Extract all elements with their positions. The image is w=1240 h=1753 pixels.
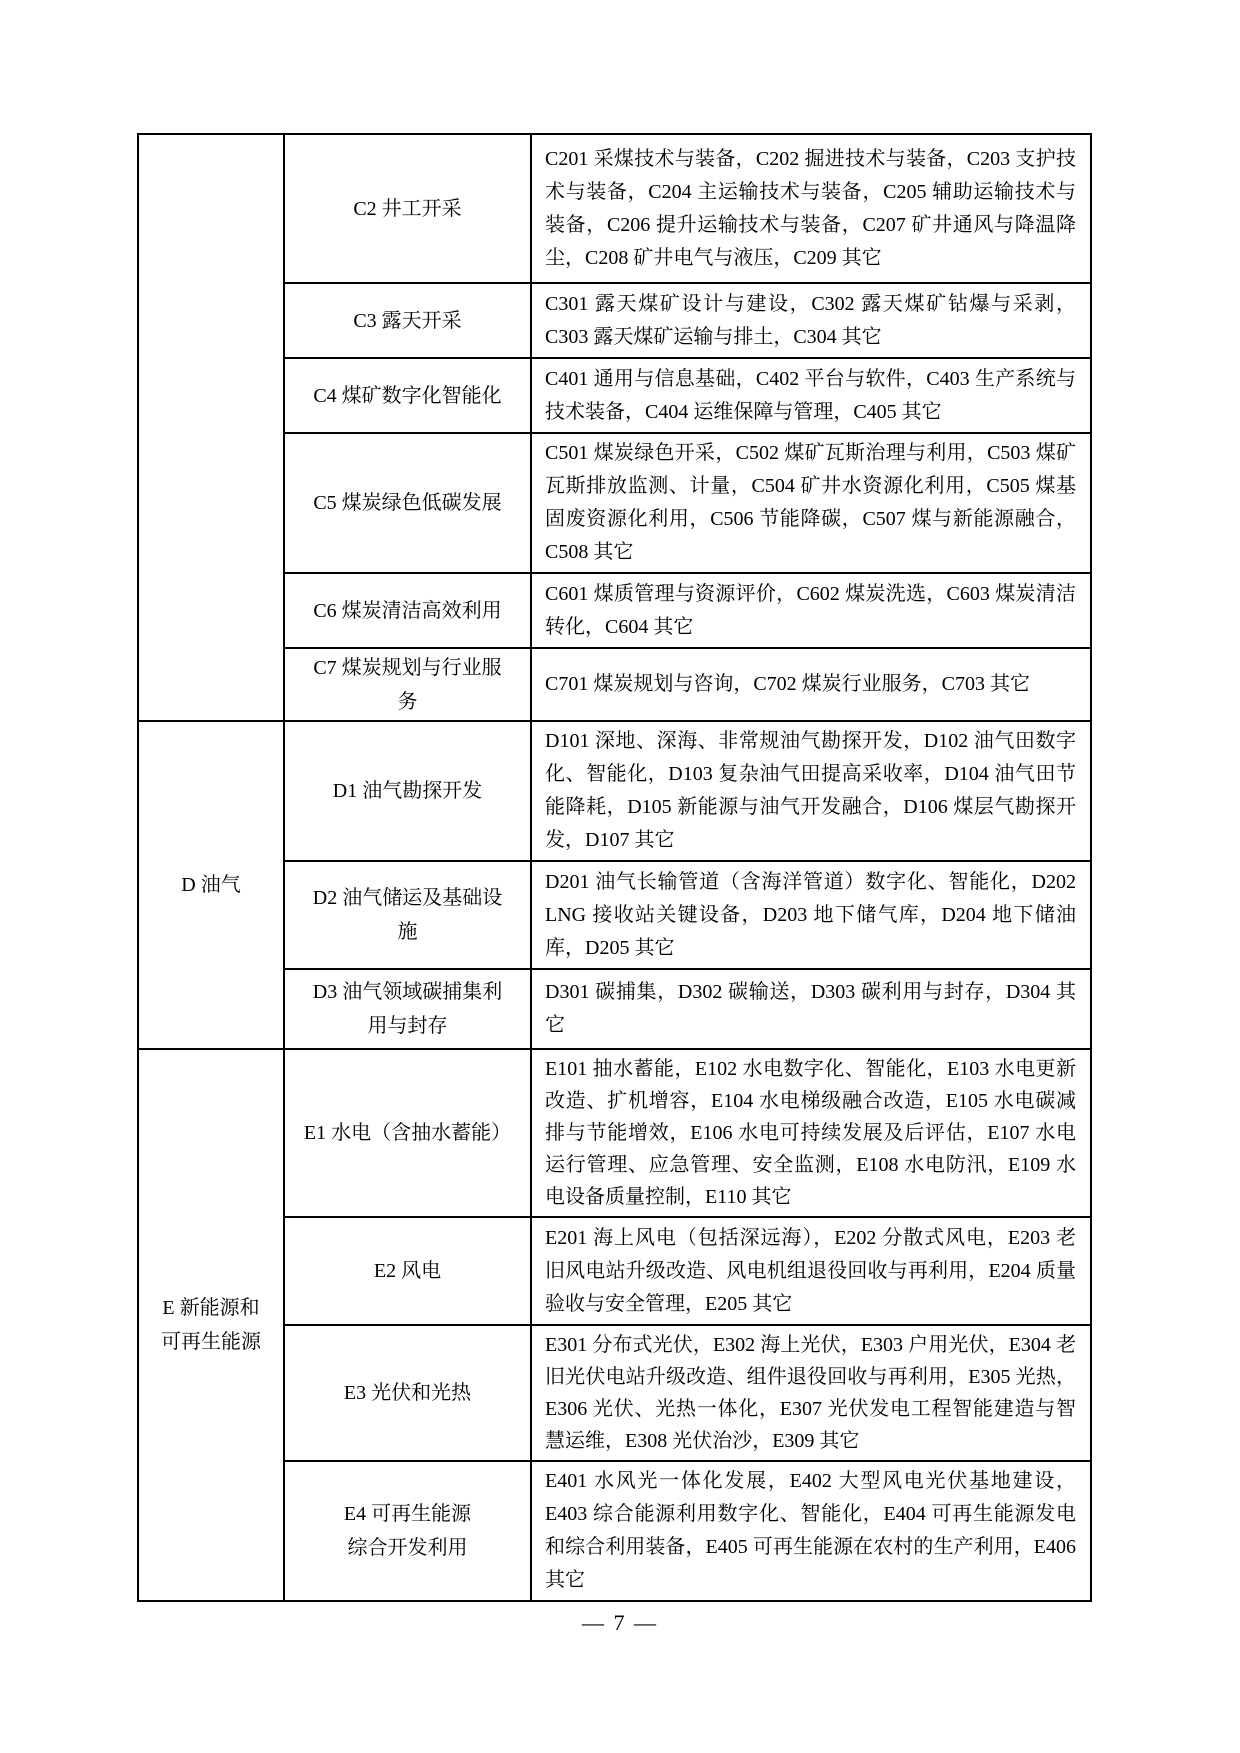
items-text: C201 采煤技术与装备，C202 掘进技术与装备，C203 支护技术与装备，C204 主运输技术与装备，C205 辅助运输技术与装备，C206 提升运输技术与装备，C207 矿井通风与降温降尘，C208 矿井电气与液压，C209 其它 <box>545 147 1076 269</box>
items-text: D101 深地、深海、非常规油气勘探开发，D102 油气田数字化、智能化，D103 复杂油气田提高采收率，D104 油气田节能降耗，D105 新能源与油气开发融合，D106 煤层气勘探开发，D107 其它 <box>545 730 1076 851</box>
items-cell-d3 <box>531 969 1091 1049</box>
classification-table <box>137 133 1092 1602</box>
section-label-cell-e <box>138 1049 284 1601</box>
subcategory-cell-d2 <box>284 861 531 969</box>
items-text: C501 煤炭绿色开采，C502 煤矿瓦斯治理与利用，C503 煤矿瓦斯排放监测、计量，C504 矿井水资源化利用，C505 煤基固废资源化利用，C506 节能降碳，C507 煤与新能源融合，C508 其它 <box>545 442 1076 563</box>
subcategory-label: D3 油气领域碳捕集利 <box>312 981 503 1003</box>
items-cell-c2 <box>531 134 1091 283</box>
items-text: C701 煤炭规划与咨询，C702 煤炭行业服务，C703 其它 <box>545 673 1031 695</box>
subcategory-cell-e3 <box>284 1325 531 1461</box>
items-text: C401 通用与信息基础，C402 平台与软件，C403 生产系统与技术装备，C404 运维保障与管理，C405 其它 <box>545 367 1076 423</box>
section-label: E 新能源和 <box>162 1297 260 1319</box>
subcategory-label: C5 煤炭绿色低碳发展 <box>313 492 502 514</box>
page-number: — 7 — <box>582 1610 658 1635</box>
items-cell-e2 <box>531 1217 1091 1325</box>
section-label: 可再生能源 <box>161 1331 261 1353</box>
table-row-e1 <box>138 1049 1091 1217</box>
subcategory-label: 务 <box>397 690 418 713</box>
items-text: D201 油气长输管道（含海洋管道）数字化、智能化，D202 LNG 接收站关键设备，D203 地下储气库，D204 地下储油库，D205 其它 <box>545 870 1076 959</box>
items-cell-c4 <box>531 358 1091 433</box>
items-text: C301 露天煤矿设计与建设，C302 露天煤矿钻爆与采剥，C303 露天煤矿运输与排土，C304 其它 <box>545 292 1076 348</box>
items-text: E101 抽水蓄能，E102 水电数字化、智能化，E103 水电更新改造、扩机增容，E104 水电梯级融合改造，E105 水电碳减排与节能增效，E106 水电可持续发展及后评估，E107 水电运行管理、应急管理、安全监测，E108 水电防汛，E109 水电设备质量控制，E110 其它 <box>545 1058 1076 1208</box>
items-text: C601 煤质管理与资源评价，C602 煤炭洗选，C603 煤炭清洁转化，C604 其它 <box>545 582 1076 638</box>
subcategory-label: E2 风电 <box>373 1260 442 1282</box>
items-cell-e3 <box>531 1325 1091 1461</box>
subcategory-cell-c7 <box>284 648 531 721</box>
subcategory-cell-c3 <box>284 283 531 358</box>
subcategory-label: D1 油气勘探开发 <box>332 780 483 802</box>
section-label: D 油气 <box>181 874 241 896</box>
items-text: E201 海上风电（包括深远海），E202 分散式风电，E203 老旧风电站升级改造、风电机组退役回收与再利用，E204 质量验收与安全管理，E205 其它 <box>545 1226 1076 1315</box>
section-label-cell-c <box>138 134 284 721</box>
subcategory-label: E3 光伏和光热 <box>343 1382 472 1404</box>
subcategory-cell-e4 <box>284 1461 531 1601</box>
subcategory-label: 用与封存 <box>367 1015 448 1037</box>
items-cell-e4 <box>531 1461 1091 1601</box>
subcategory-label: E1 水电（含抽水蓄能） <box>303 1122 512 1144</box>
subcategory-cell-e2 <box>284 1217 531 1325</box>
subcategory-label: D2 油气储运及基础设 <box>312 887 503 909</box>
subcategory-cell-c2 <box>284 134 531 283</box>
subcategory-label: 综合开发利用 <box>347 1537 468 1559</box>
items-text: D301 碳捕集，D302 碳输送，D303 碳利用与封存，D304 其它 <box>545 981 1076 1036</box>
subcategory-cell-c5 <box>284 433 531 573</box>
items-cell-d2 <box>531 861 1091 969</box>
subcategory-cell-d3 <box>284 969 531 1049</box>
subcategory-cell-c6 <box>284 573 531 648</box>
subcategory-label: C3 露天开采 <box>353 309 462 332</box>
subcategory-cell-e1 <box>284 1049 531 1217</box>
items-cell-c5 <box>531 433 1091 573</box>
subcategory-label: C2 井工开采 <box>353 197 462 220</box>
subcategory-label: C4 煤矿数字化智能化 <box>313 384 502 407</box>
items-text: E301 分布式光伏，E302 海上光伏，E303 户用光伏，E304 老旧光伏电站升级改造、组件退役回收与再利用，E305 光热，E306 光伏、光热一体化，E307 光伏发电工程智能建造与智慧运维，E308 光伏治沙，E309 其它 <box>545 1334 1076 1452</box>
items-cell-e1 <box>531 1049 1091 1217</box>
section-label-cell-d <box>138 721 284 1049</box>
table-row-d1 <box>138 721 1091 861</box>
table-row-c2 <box>138 134 1091 283</box>
items-cell-c7 <box>531 648 1091 721</box>
items-cell-c3 <box>531 283 1091 358</box>
items-cell-c6 <box>531 573 1091 648</box>
subcategory-label: 施 <box>397 921 418 943</box>
subcategory-cell-d1 <box>284 721 531 861</box>
subcategory-label: C7 煤炭规划与行业服 <box>313 656 502 679</box>
subcategory-label: C6 煤炭清洁高效利用 <box>313 599 502 622</box>
subcategory-cell-c4 <box>284 358 531 433</box>
subcategory-label: E4 可再生能源 <box>343 1503 472 1525</box>
items-cell-d1 <box>531 721 1091 861</box>
items-text: E401 水风光一体化发展，E402 大型风电光伏基地建设，E403 综合能源利用数字化、智能化，E404 可再生能源发电和综合利用装备，E405 可再生能源在农村的生产利用，E406 其它 <box>545 1470 1076 1591</box>
